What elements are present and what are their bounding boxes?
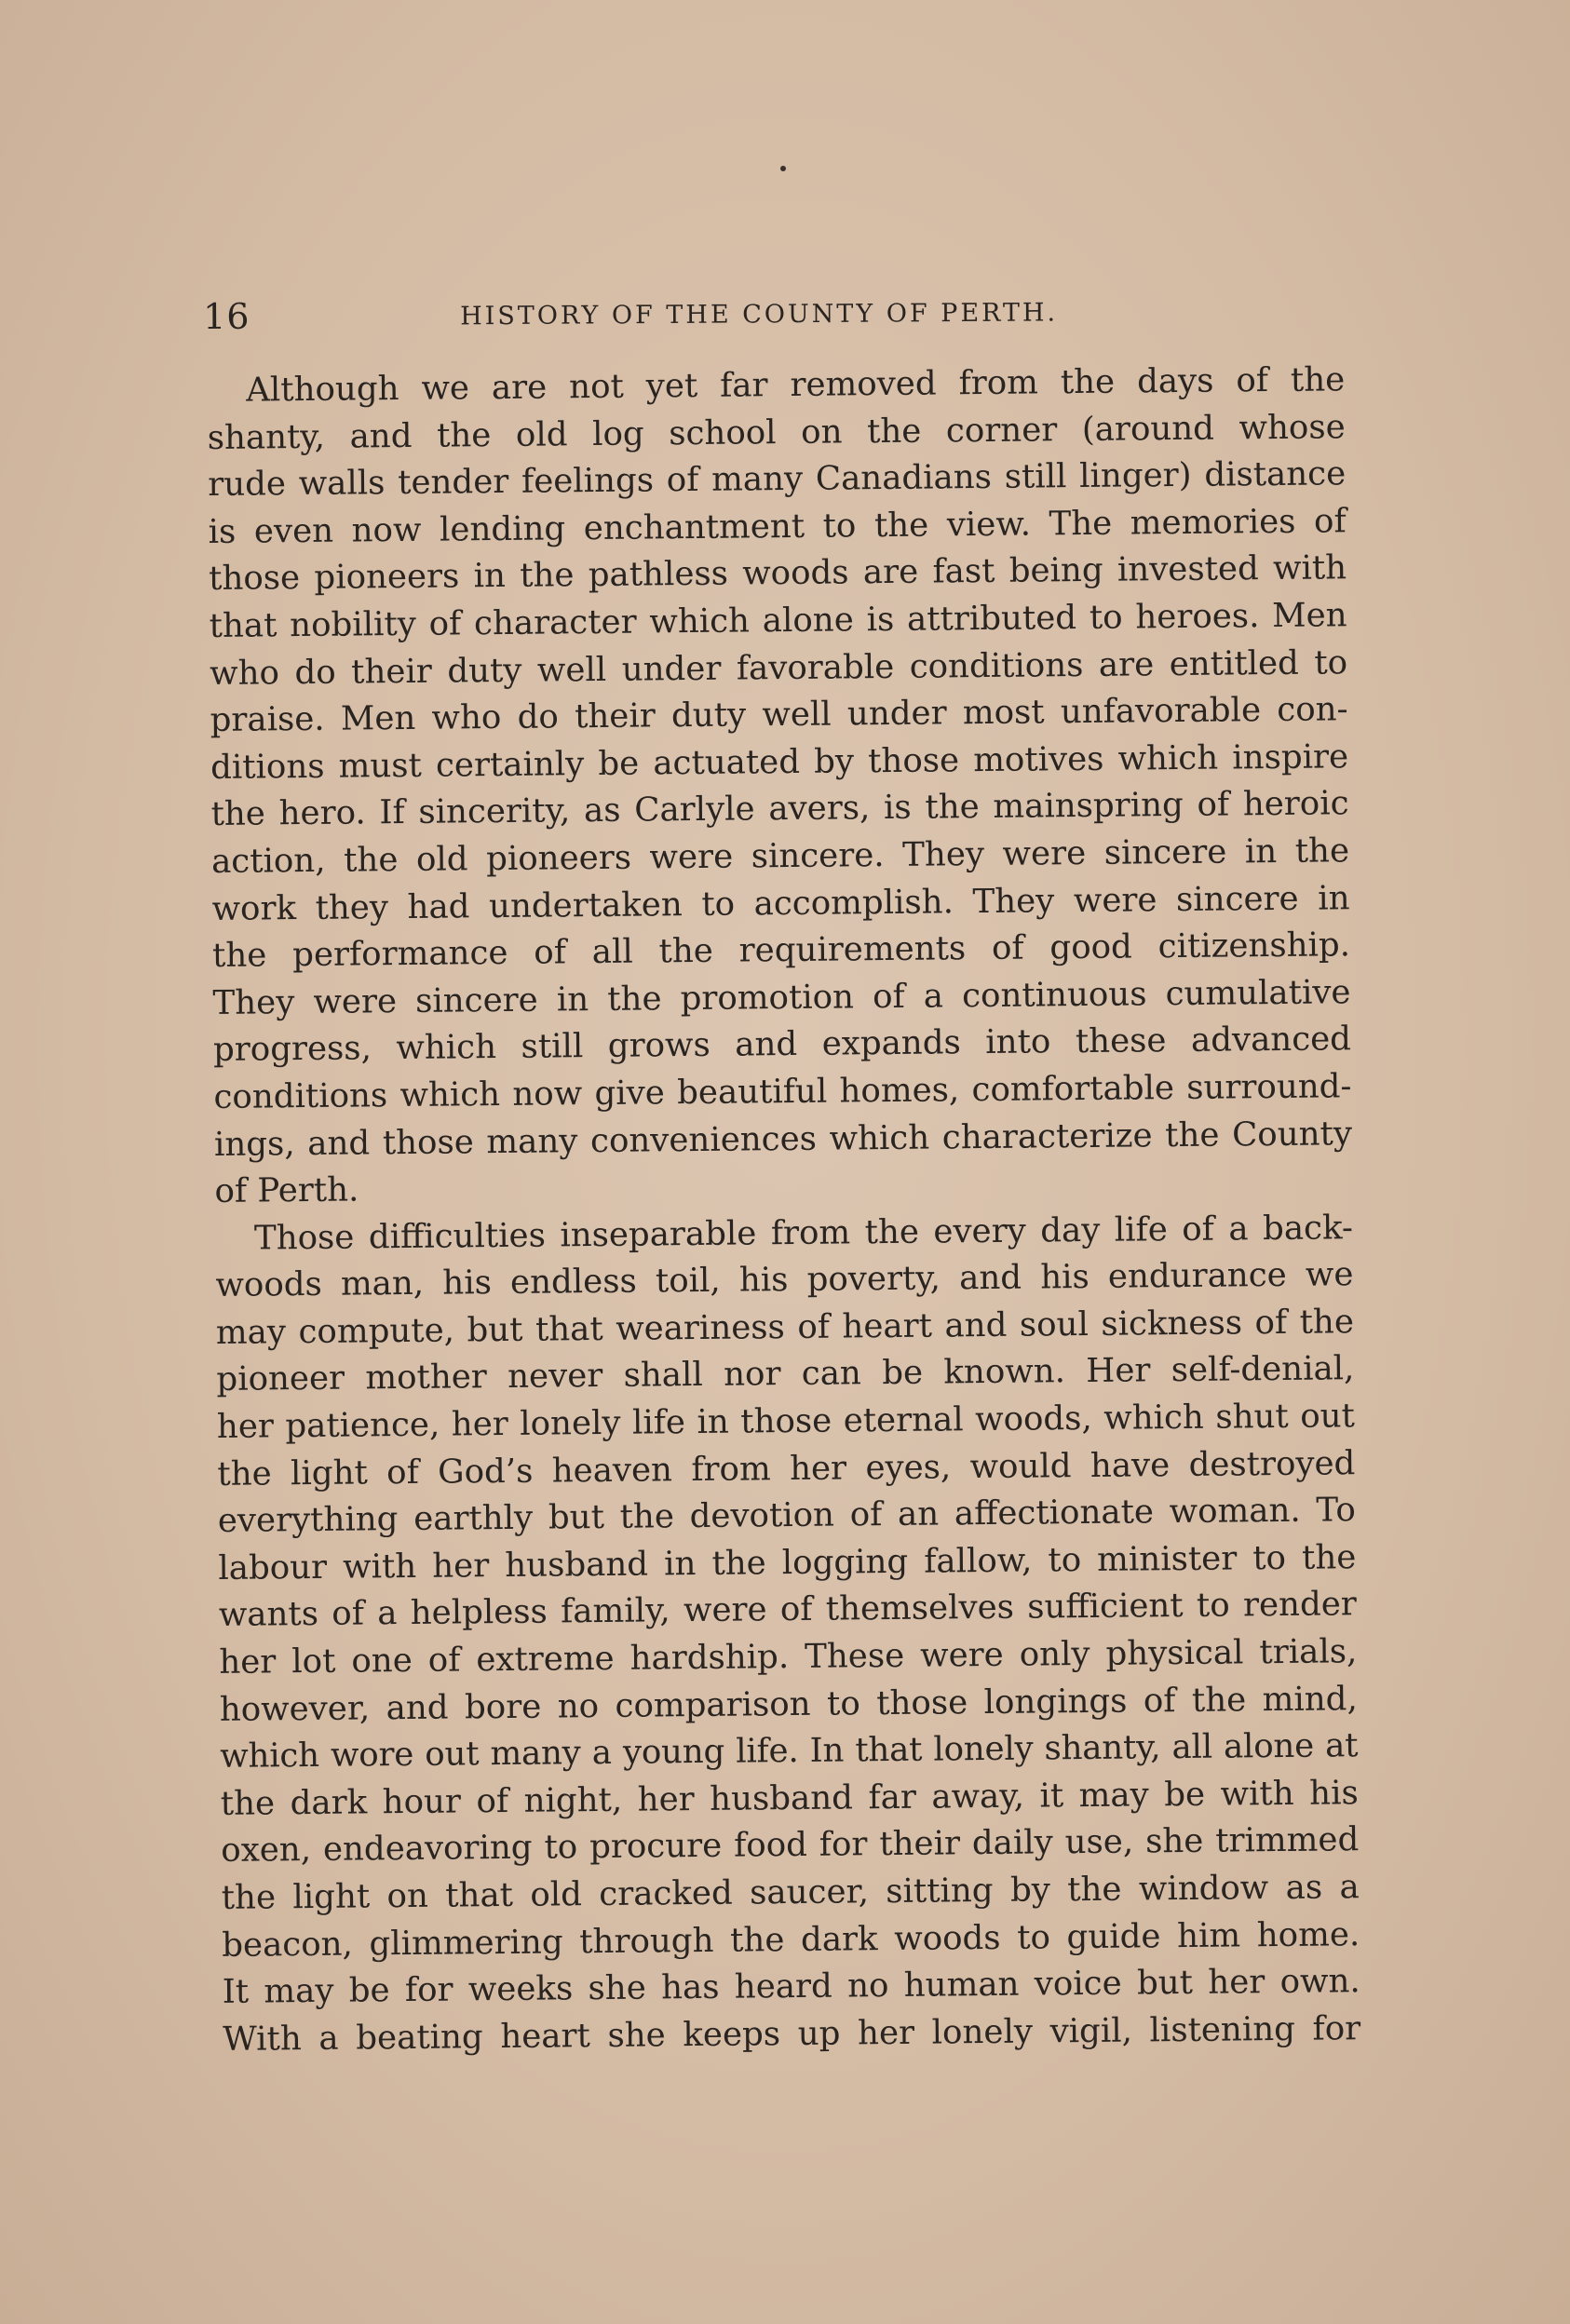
text-line: labour with her husband in the logging fallow, to minister to the [218,1538,1357,1588]
text-line: With a beating heart she keeps up her lonely vigil, listening for [223,2008,1361,2059]
text-line: ditions must certainly be actuated by those motives which inspire [210,737,1349,787]
text-line: Those difficulties inseparable from the every day life of a back- [253,1208,1354,1258]
paragraph-2 [215,1205,1361,2063]
text-line: pioneer mother never shall nor can be known. Her self-denial, [216,1349,1355,1399]
paragraph-1 [207,357,1353,1215]
running-head: HISTORY OF THE COUNTY OF PERTH. [460,298,1059,331]
text-line: those pioneers in the pathless woods are fast being invested with [208,548,1347,599]
text-line: oxen, endeavoring to procure food for their daily use, she trimmed [221,1820,1360,1871]
ink-speck [780,166,786,171]
text-line: the hero. If sincerity, as Carlyle avers, is the mainspring of heroic [210,784,1349,834]
text-line: her patience, her lonely life in those eternal woods, which shut out [216,1397,1356,1447]
text-line: rude walls tender feelings of many Canadians still linger) distance [208,454,1347,505]
text-line: work they had undertaken to accomplish. They were sincere in [211,878,1350,928]
text-line: everything earthly but the devotion of an affectionate woman. To [217,1491,1357,1541]
text-line: conditions which now give beautiful homes, comfortable surround- [213,1067,1352,1116]
text-line: action, the old pioneers were sincere. They were sincere in the [210,831,1350,881]
text-line: her lot one of extreme hardship. These were only physical trials, [219,1632,1358,1682]
text-line: wants of a helpless family, were of themselves sufficient to render [218,1585,1358,1635]
text-line: It may be for weeks she has heard no human voice but her own. [222,1962,1360,2012]
text-line: woods man, his endless toil, his poverty, and his endurance we [215,1255,1354,1305]
text-line: Although we are not yet far removed from the days of the [246,360,1346,410]
text-line: They were sincere in the promotion of a continuous cumulative [212,972,1351,1022]
text-line: the dark hour of night, her husband far away, it may be with his [220,1774,1359,1823]
text-line: beacon, glimmering through the dark woods to guide him home. [222,1914,1360,1965]
text-line: which wore out many a young life. In that lonely shanty, all alone at [220,1726,1359,1777]
text-line: praise. Men who do their duty well under most unfavorable con- [210,690,1348,740]
text-line: shanty, and the old log school on the corner (around whose [207,407,1346,457]
text-line: the light on that old cracked saucer, sitting by the window as a [221,1868,1360,1917]
text-line: that nobility of character which alone is attributed to heroes. Men [209,596,1347,645]
text-line: is even now lending enchantment to the view. The memories of [208,502,1347,551]
text-line: the light of God’s heaven from her eyes, would have destroyed [217,1443,1356,1493]
text-line: may compute, but that weariness of heart and soul sickness of the [215,1303,1355,1352]
page-header [203,289,1358,341]
text-line: of Perth. [214,1170,359,1211]
text-line: the performance of all the requirements of good citizenship. [211,926,1351,976]
body-text [207,357,1360,2063]
text-line: ings, and those many conveniences which characterize the County [213,1114,1353,1164]
text-line: however, and bore no comparison to those longings of the mind, [219,1679,1358,1729]
page-number: 16 [203,295,250,337]
text-line: progress, which still grows and expands into these advanced [212,1020,1352,1070]
text-line: who do their duty well under favorable conditions are entitled to [209,642,1348,693]
